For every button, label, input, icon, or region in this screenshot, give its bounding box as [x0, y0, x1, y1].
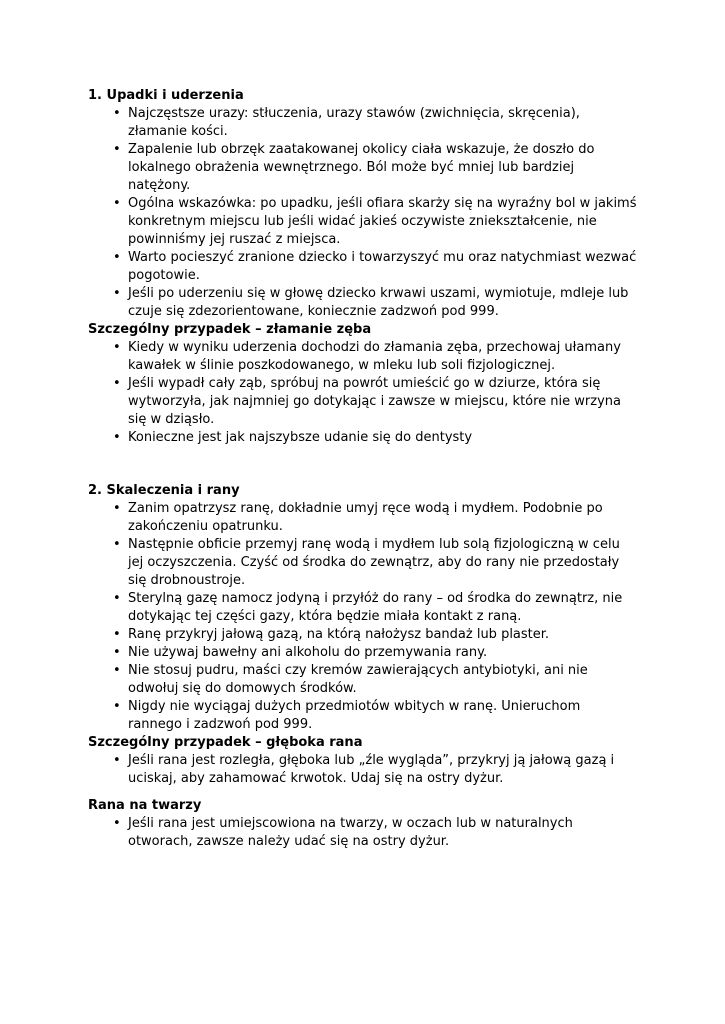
bullet-list-zlamanie-zeba [88, 339, 637, 447]
bullet-item: • Ranę przykryj jałową gazą, na którą nałożysz bandaż lub plaster. [128, 626, 637, 644]
bullet-item: • Jeśli rana jest rozległa, głęboka lub „źle wygląda”, przykryj ją jałową gazą i uciskaj, aby zahamować krwotok. Udaj się na ostry dyżur. [128, 752, 637, 788]
subsection-heading-rana-na-twarzy: Rana na twarzy [88, 798, 202, 813]
bullet-item: • Najczęstsze urazy: stłuczenia, urazy stawów (zwichnięcia, skręcenia), złamanie kości. [128, 105, 637, 141]
bullet-item: • Następnie obficie przemyj ranę wodą i mydłem lub solą fizjologiczną w celu jej oczyszczenia. Czyść od środka do zewnątrz, aby do rany nie przedostały się drobnoustroje. [128, 536, 637, 590]
bullet-item: • Jeśli po uderzeniu się w głowę dziecko krwawi uszami, wymiotuje, mdleje lub czuje się zdezorientowane, koniecznie zadzwoń pod 999. [128, 285, 637, 321]
bullet-item: • Ogólna wskazówka: po upadku, jeśli ofiara skarży się na wyraźny bol w jakimś konkretnym miejscu lub jeśli widać jakieś oczywiste zniekształcenie, nie powinniśmy jej ruszać z miejsca. [128, 195, 637, 249]
subsection-heading-gleboka-rana: Szczególny przypadek – głęboka rana [88, 735, 363, 750]
bullet-item: • Zapalenie lub obrzęk zaatakowanej okolicy ciała wskazuje, że doszło do lokalnego obrażenia wewnętrznego. Ból może być mniej lub bardziej natężony. [128, 141, 637, 195]
bullet-list-rana-na-twarzy [88, 815, 637, 851]
bullet-item: • Nigdy nie wyciągaj dużych przedmiotów wbitych w ranę. Unieruchom rannego i zadzwoń pod 999. [128, 698, 637, 734]
bullet-item: • Jeśli wypadł cały ząb, spróbuj na powrót umieścić go w dziurze, która się wytworzyła, jak najmniej go dotykając i zawsze w miejscu, które nie wrzyna się w dziąsło. [128, 375, 637, 429]
bullet-item: • Sterylną gazę namocz jodyną i przyłóż do rany – od środka do zewnątrz, nie dotykając tej części gazy, która będzie miała kontakt z raną. [128, 590, 637, 626]
bullet-list-upadki [88, 105, 637, 321]
bullet-item: • Nie stosuj pudru, maści czy kremów zawierających antybiotyki, ani nie odwołuj się do domowych środków. [128, 662, 637, 698]
bullet-item: • Jeśli rana jest umiejscowiona na twarzy, w oczach lub w naturalnych otworach, zawsze należy udać się na ostry dyżur. [128, 815, 637, 851]
bullet-item: • Warto pocieszyć zranione dziecko i towarzyszyć mu oraz natychmiast wezwać pogotowie. [128, 249, 637, 285]
bullet-list-gleboka-rana [88, 752, 637, 788]
subsection-heading-zlamanie-zeba: Szczególny przypadek – złamanie zęba [88, 322, 372, 337]
bullet-item: • Konieczne jest jak najszybsze udanie się do dentysty [128, 429, 637, 447]
bullet-list-skaleczenia [88, 500, 637, 734]
section-heading-skaleczenia: 2. Skaleczenia i rany [88, 483, 240, 498]
bullet-item: • Zanim opatrzysz ranę, dokładnie umyj ręce wodą i mydłem. Podobnie po zakończeniu opatrunku. [128, 500, 637, 536]
bullet-item: • Nie używaj bawełny ani alkoholu do przemywania rany. [128, 644, 637, 662]
bullet-item: • Kiedy w wyniku uderzenia dochodzi do złamania zęba, przechowaj ułamany kawałek w ślinie poszkodowanego, w mleku lub soli fizjologicznej. [128, 339, 637, 375]
section-heading-upadki: 1. Upadki i uderzenia [88, 88, 244, 103]
